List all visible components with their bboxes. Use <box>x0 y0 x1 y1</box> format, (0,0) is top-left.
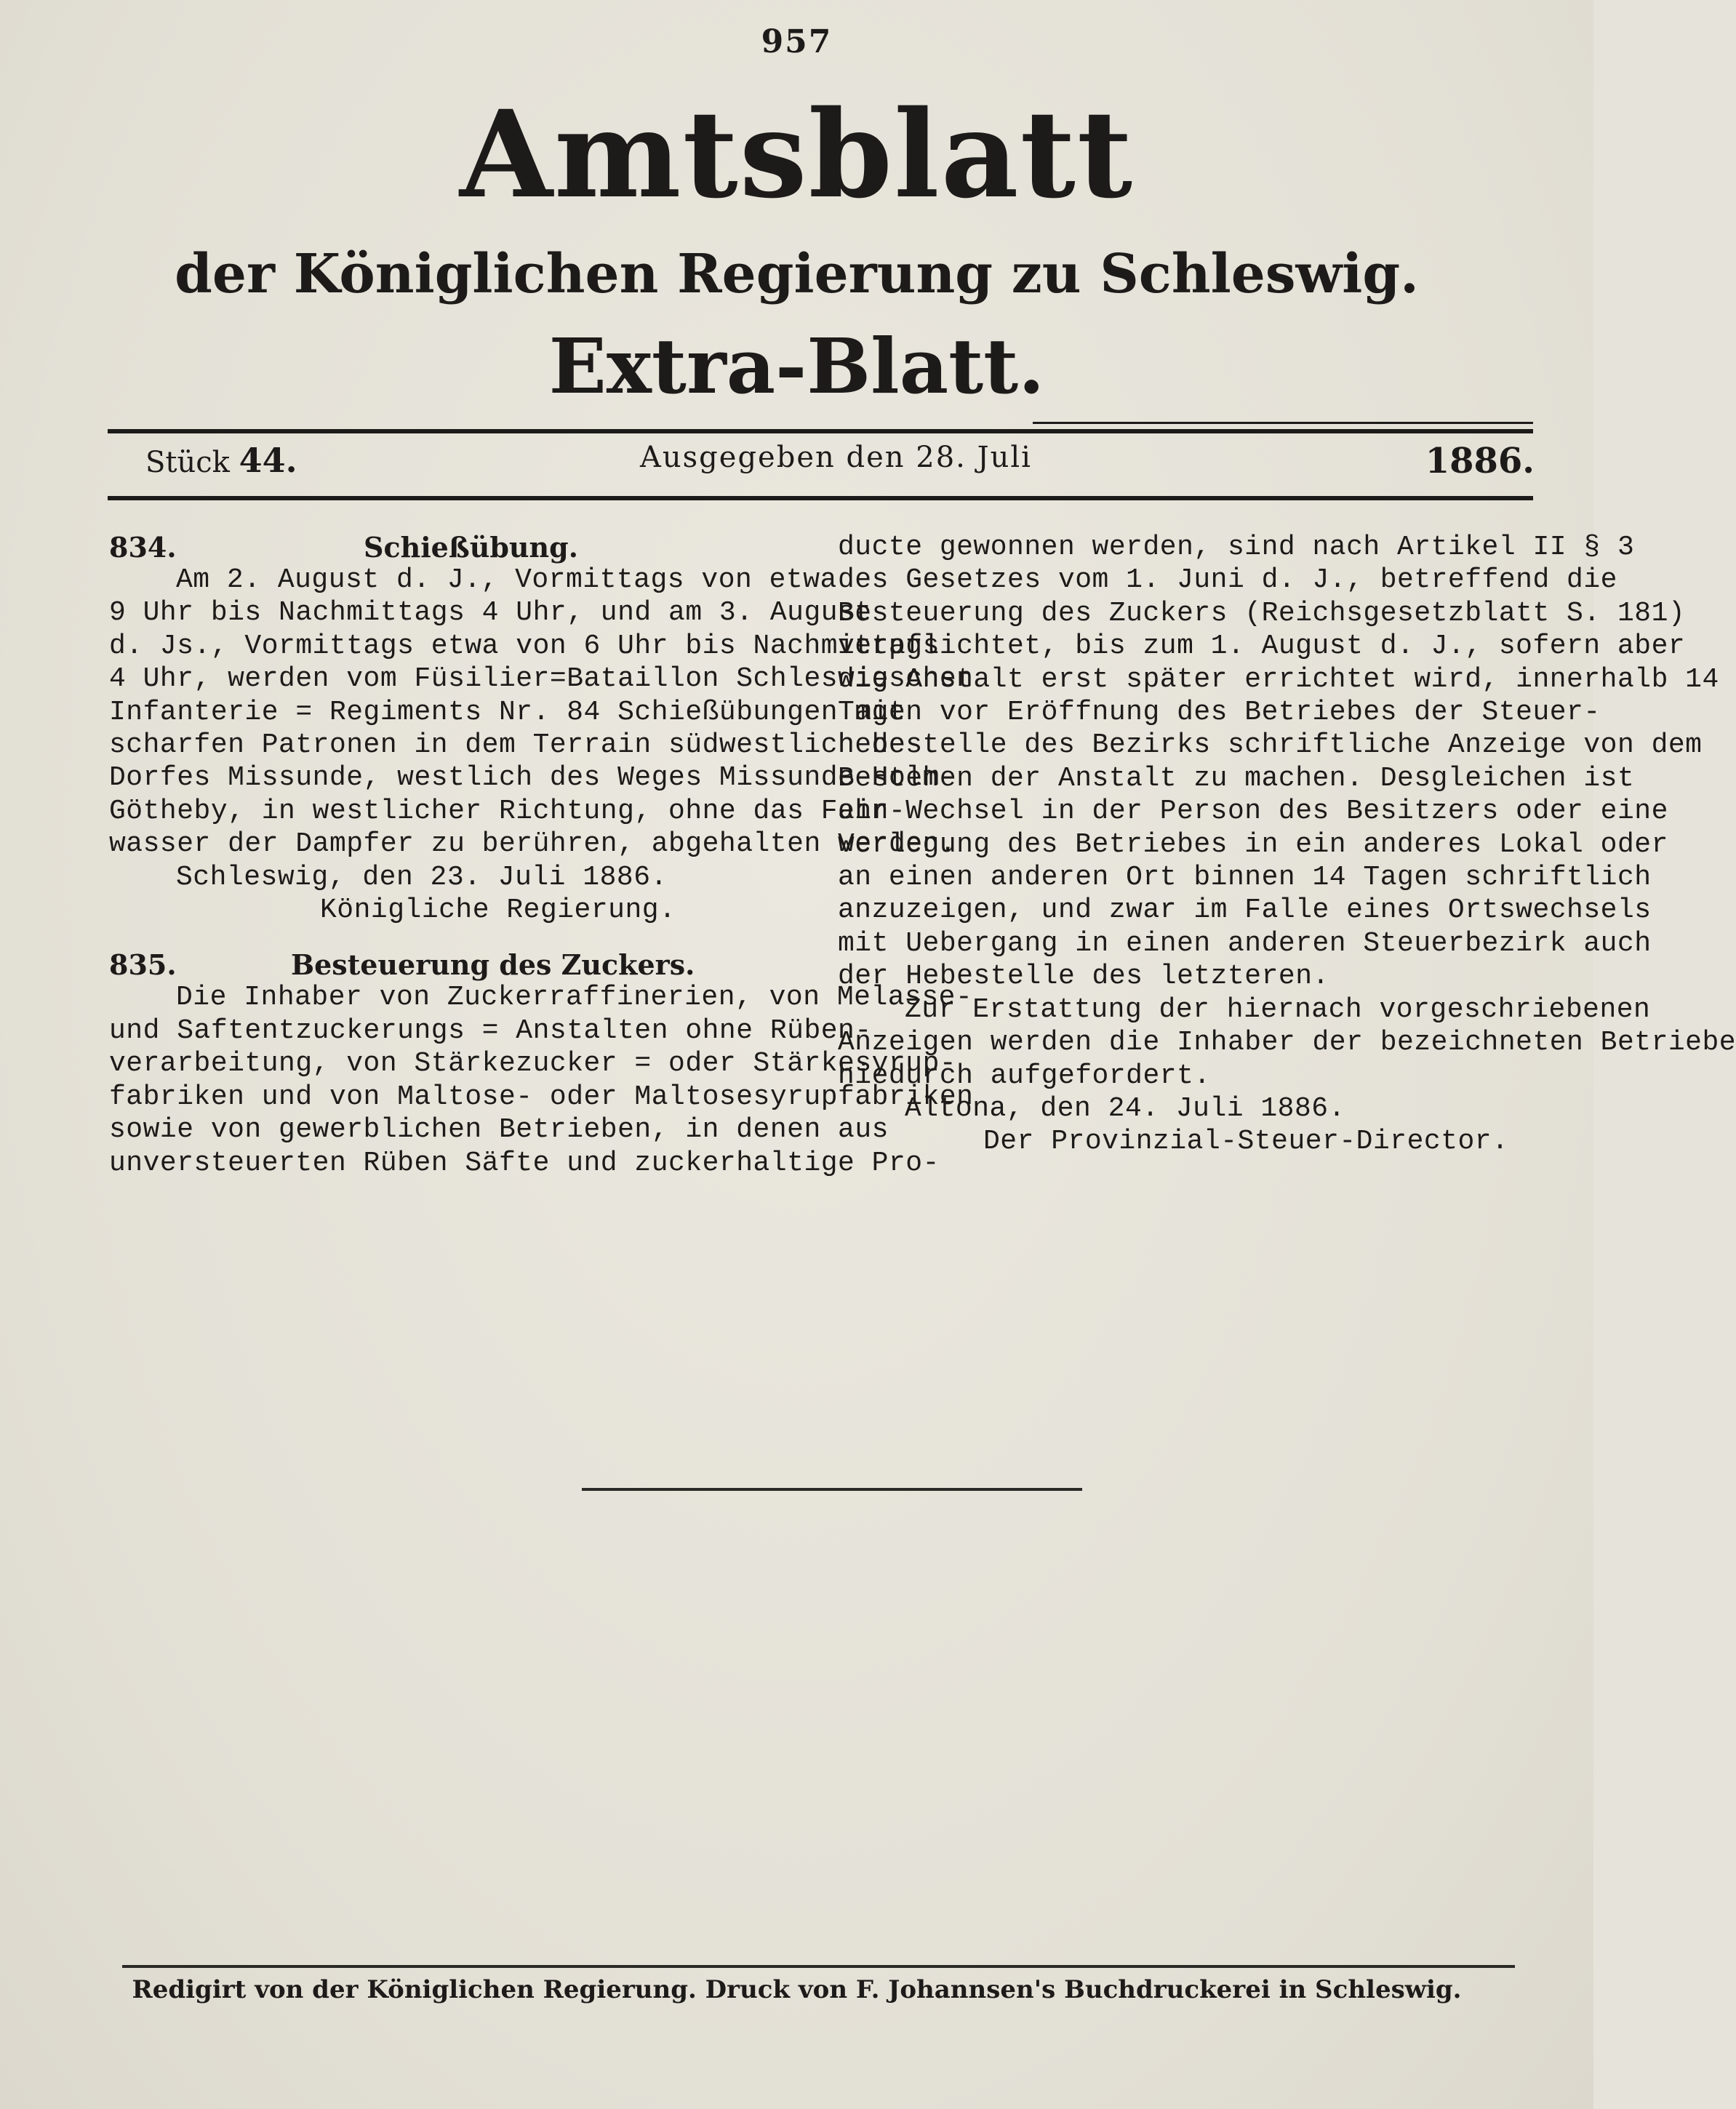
notice-835-signature: Der Provinzial-Steuer-Director. <box>983 1126 1509 1158</box>
notice-834-line: scharfen Patronen in dem Terrain südwestlich des <box>109 729 923 761</box>
notice-835-cont-line: des Gesetzes vom 1. Juni d. J., betreffend die <box>838 564 1617 596</box>
notice-835-cont-line: Verlegung des Betriebes in ein anderes Lokal oder <box>838 828 1668 860</box>
notice-835-cont-line: Tagen vor Eröffnung des Betriebes der Steuer- <box>838 697 1601 729</box>
notice-834-number: 834. <box>109 531 177 564</box>
notice-835-para2-line: Zur Erstattung der hiernach vorgeschriebenen <box>905 993 1651 1025</box>
notice-835-line: und Saftentzuckerungs = Anstalten ohne Rüben- <box>109 1015 872 1047</box>
header-rule-thick <box>108 429 1533 433</box>
notice-835-line: sowie von gewerblichen Betrieben, in denen aus <box>109 1114 889 1146</box>
issue-rule-bottom <box>108 496 1533 500</box>
masthead-subtitle: der Königlichen Regierung zu Schleswig. <box>175 243 1419 305</box>
notice-835-cont-line: ein Wechsel in der Person des Besitzers oder eine <box>838 796 1668 828</box>
notice-835-line: verarbeitung, von Stärkezucker = oder Stärkesyrup- <box>109 1048 957 1080</box>
notice-835-cont-line: Bestehen der Anstalt zu machen. Desgleichen ist <box>838 762 1635 794</box>
section-end-rule <box>582 1488 1082 1491</box>
right-column <box>838 531 1736 1158</box>
notice-834-line: Infanterie = Regiments Nr. 84 Schießübungen mit <box>109 696 906 728</box>
notice-835-line: Die Inhaber von Zuckerraffinerien, von Melasse- <box>176 982 973 1014</box>
notice-835-place-date: Altona, den 24. Juli 1886. <box>905 1092 1345 1124</box>
notice-835-cont-line: die Anstalt erst später errichtet wird, innerhalb 14 <box>838 663 1719 695</box>
left-column <box>109 531 974 1180</box>
notice-835-number: 835. <box>109 948 177 982</box>
masthead-extra-blatt: Extra-Blatt. <box>548 321 1045 411</box>
issue-stueck-number: 44. <box>239 441 297 480</box>
notice-835-cont-line: Besteuerung des Zuckers (Reichsgesetzblatt S. 181) <box>838 597 1686 629</box>
notice-835-cont-line: ducte gewonnen werden, sind nach Artikel II § 3 <box>838 532 1635 563</box>
notice-834-line: Am 2. August d. J., Vormittags von etwa <box>176 564 837 596</box>
notice-834-line: 9 Uhr bis Nachmittags 4 Uhr, und am 3. August <box>109 597 872 629</box>
spacer <box>109 927 804 948</box>
notice-835-cont-line: anzuzeigen, und zwar im Falle eines Ortswechsels <box>838 895 1652 927</box>
notice-835-title: Besteuerung des Zuckers. <box>291 948 695 982</box>
notice-835-line: unversteuerten Rüben Säfte und zuckerhaltige Pro- <box>109 1147 940 1179</box>
notice-835-cont-line: verpflichtet, bis zum 1. August d. J., sofern aber <box>838 631 1686 663</box>
notice-835-heading <box>109 948 804 981</box>
notice-834-line: 4 Uhr, werden vom Füsilier=Bataillon Schleswigschen <box>109 663 974 695</box>
notice-835-cont-line: hebestelle des Bezirks schriftliche Anzeige von dem <box>838 729 1703 761</box>
notice-834-line: d. Js., Vormittags etwa von 6 Uhr bis Nachmittags <box>109 630 940 662</box>
header-rule-thin-right <box>1033 422 1533 424</box>
notice-834-title: Schießübung. <box>364 531 578 564</box>
notice-834-line: Dorfes Missunde, westlich des Weges Missunde-Holm- <box>109 762 957 794</box>
notice-835-line: fabriken und von Maltose- oder Maltosesyrupfabriken <box>109 1081 974 1113</box>
footer-rule <box>122 1965 1515 1968</box>
masthead-title: Amtsblatt <box>459 84 1135 225</box>
issue-stueck-label: Stück <box>145 446 230 479</box>
notice-834-heading <box>109 531 804 564</box>
issue-date: Ausgegeben den 28. Juli <box>640 441 1032 474</box>
notice-835-para2-line: Anzeigen werden die Inhaber der bezeichneten Betriebe <box>838 1027 1736 1059</box>
notice-835-cont-line: mit Uebergang in einen anderen Steuerbezirk auch <box>838 927 1652 959</box>
issue-bar <box>145 441 1535 484</box>
notice-835-cont-line: an einen anderen Ort binnen 14 Tagen schriftlich <box>838 862 1652 894</box>
notice-834-place-date: Schleswig, den 23. Juli 1886. <box>176 861 668 893</box>
notice-835-cont-line: der Hebestelle des letzteren. <box>838 961 1329 993</box>
issue-year: 1886. <box>1425 441 1535 481</box>
notice-834-line: Götheby, in westlicher Richtung, ohne das Fahr- <box>109 795 906 827</box>
footer-imprint: Redigirt von der Königlichen Regierung. Druck von F. Johannsen's Buchdruckerei in Schleswig. <box>132 1975 1462 2004</box>
notice-834-line: wasser der Dampfer zu berühren, abgehalten werden. <box>109 828 957 860</box>
notice-834-signature: Königliche Regierung. <box>320 895 676 927</box>
notice-835-para2-line: hiedurch aufgefordert. <box>838 1060 1211 1092</box>
page-number: 957 <box>761 23 833 60</box>
issue-stueck <box>145 441 297 480</box>
